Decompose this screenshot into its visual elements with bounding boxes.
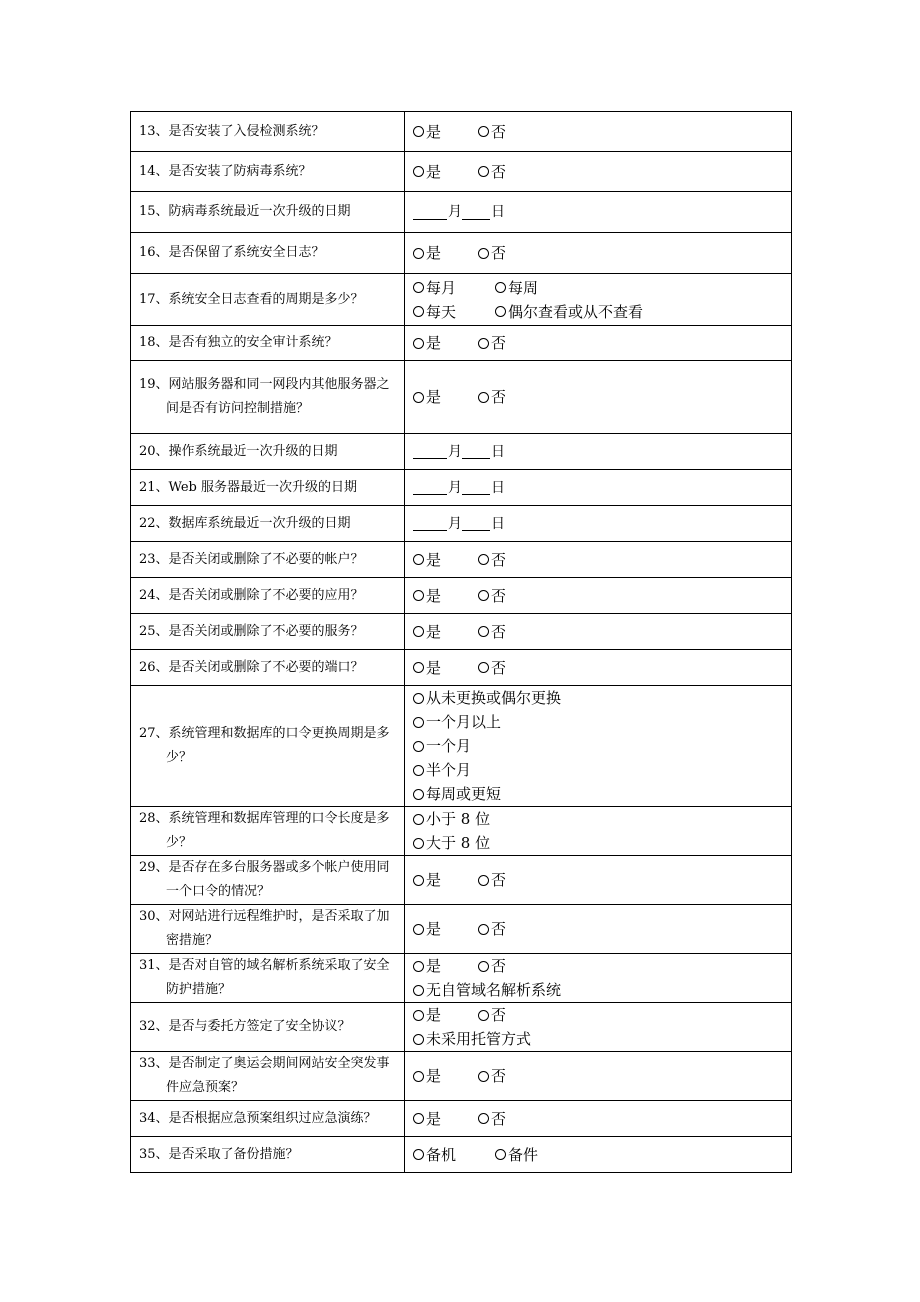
radio-option[interactable] bbox=[495, 276, 577, 300]
radio-circle-icon[interactable] bbox=[478, 338, 489, 349]
option-label: 一个月 bbox=[426, 737, 472, 755]
radio-option[interactable] bbox=[413, 917, 478, 941]
question-cell bbox=[131, 1003, 405, 1052]
date-field bbox=[413, 200, 791, 224]
option-line bbox=[413, 548, 791, 572]
option-label: 半个月 bbox=[426, 761, 472, 779]
question-cell bbox=[131, 905, 405, 954]
radio-circle-icon[interactable] bbox=[478, 590, 489, 601]
radio-option[interactable] bbox=[495, 300, 643, 324]
radio-option[interactable] bbox=[413, 1027, 531, 1051]
question-cell bbox=[131, 1137, 405, 1173]
question-cell bbox=[131, 856, 405, 905]
question-row bbox=[131, 578, 792, 614]
option-line bbox=[413, 276, 791, 300]
radio-circle-icon[interactable] bbox=[413, 554, 424, 565]
radio-circle-icon[interactable] bbox=[413, 626, 424, 637]
answer-cell bbox=[405, 233, 792, 274]
radio-circle-icon[interactable] bbox=[478, 662, 489, 673]
question-cell bbox=[131, 954, 405, 1003]
option-label: 否 bbox=[491, 550, 507, 569]
month-label: 月 bbox=[448, 204, 462, 220]
option-label: 每周或更短 bbox=[426, 785, 502, 803]
radio-circle-icon[interactable] bbox=[413, 717, 424, 728]
question-cell bbox=[131, 650, 405, 686]
answer-cell bbox=[405, 650, 792, 686]
question-cell bbox=[131, 361, 405, 434]
option-line bbox=[413, 160, 791, 184]
radio-option[interactable] bbox=[478, 656, 543, 680]
radio-option[interactable] bbox=[478, 917, 543, 941]
radio-option[interactable] bbox=[413, 734, 478, 758]
radio-option[interactable] bbox=[413, 758, 478, 782]
option-label: 无自管域名解析系统 bbox=[426, 981, 562, 999]
question-text: 15、防病毒系统最近一次升级的日期 bbox=[139, 204, 351, 219]
month-label: 月 bbox=[448, 479, 462, 496]
radio-option[interactable] bbox=[413, 548, 478, 572]
radio-option[interactable] bbox=[413, 710, 501, 734]
radio-option[interactable] bbox=[413, 1143, 495, 1167]
option-line bbox=[413, 1027, 791, 1051]
option-line bbox=[413, 1143, 791, 1167]
radio-option[interactable] bbox=[413, 1107, 478, 1131]
radio-circle-icon[interactable] bbox=[413, 1071, 424, 1082]
question-text: 29、是否存在多台服务器或多个帐户使用同一个口令的情况？ bbox=[139, 860, 390, 899]
option-label: 是 bbox=[426, 586, 442, 605]
question-cell bbox=[131, 542, 405, 578]
option-line bbox=[413, 584, 791, 608]
question-text: 14、是否安装了防病毒系统？ bbox=[139, 163, 312, 179]
option-label: 备件 bbox=[508, 1145, 539, 1164]
radio-circle-icon[interactable] bbox=[478, 1010, 489, 1021]
question-row bbox=[131, 1052, 792, 1101]
radio-option[interactable] bbox=[413, 241, 478, 265]
option-label: 否 bbox=[491, 162, 507, 181]
radio-option[interactable] bbox=[495, 1143, 577, 1167]
answer-cell bbox=[405, 1137, 792, 1173]
radio-option[interactable] bbox=[478, 241, 543, 265]
radio-circle-icon[interactable] bbox=[413, 392, 424, 403]
question-row bbox=[131, 233, 792, 274]
radio-option[interactable] bbox=[413, 385, 478, 409]
option-line bbox=[413, 807, 791, 831]
option-line bbox=[413, 978, 791, 1002]
question-row bbox=[131, 686, 792, 807]
radio-option[interactable] bbox=[413, 300, 495, 324]
question-cell bbox=[131, 112, 405, 152]
radio-circle-icon[interactable] bbox=[413, 248, 424, 259]
radio-option[interactable] bbox=[478, 1003, 543, 1027]
radio-option[interactable] bbox=[413, 868, 478, 892]
option-label: 否 bbox=[491, 586, 507, 605]
question-cell bbox=[131, 470, 405, 506]
day-blank[interactable] bbox=[462, 444, 490, 459]
question-text: 21、Web 服务器最近一次升级的日期 bbox=[139, 479, 357, 495]
radio-option[interactable] bbox=[478, 584, 543, 608]
radio-circle-icon[interactable] bbox=[413, 985, 424, 996]
radio-circle-icon[interactable] bbox=[495, 306, 506, 317]
option-label: 是 bbox=[426, 244, 442, 262]
month-blank[interactable] bbox=[413, 444, 447, 459]
question-row bbox=[131, 152, 792, 192]
question-text: 32、是否与委托方签定了安全协议？ bbox=[139, 1019, 351, 1034]
question-row bbox=[131, 1003, 792, 1052]
answer-cell bbox=[405, 326, 792, 361]
radio-option[interactable] bbox=[413, 831, 490, 855]
answer-cell bbox=[405, 578, 792, 614]
question-text: 26、是否关闭或删除了不必要的端口？ bbox=[139, 659, 364, 675]
radio-circle-icon[interactable] bbox=[413, 875, 424, 886]
question-row bbox=[131, 542, 792, 578]
question-cell bbox=[131, 152, 405, 192]
question-cell bbox=[131, 807, 405, 856]
option-label: 是 bbox=[426, 122, 442, 141]
radio-circle-icon[interactable] bbox=[495, 282, 506, 293]
question-text: 17、系统安全日志查看的周期是多少？ bbox=[139, 291, 364, 307]
option-line bbox=[413, 1003, 791, 1027]
answer-cell bbox=[405, 954, 792, 1003]
radio-option[interactable] bbox=[413, 686, 561, 710]
question-cell bbox=[131, 434, 405, 470]
option-line bbox=[413, 686, 791, 710]
radio-option[interactable] bbox=[413, 620, 478, 644]
radio-option[interactable] bbox=[413, 120, 478, 144]
question-text: 24、是否关闭或删除了不必要的应用？ bbox=[139, 587, 364, 603]
radio-circle-icon[interactable] bbox=[478, 166, 489, 177]
option-line bbox=[413, 300, 791, 324]
option-label: 是 bbox=[426, 334, 442, 352]
radio-circle-icon[interactable] bbox=[413, 662, 424, 673]
question-text: 30、对网站进行远程维护时，是否采取了加密措施？ bbox=[139, 909, 390, 948]
option-label: 是 bbox=[426, 162, 442, 181]
option-line bbox=[413, 831, 791, 855]
answer-cell bbox=[405, 1003, 792, 1052]
option-label: 是 bbox=[426, 957, 442, 975]
question-cell bbox=[131, 192, 405, 233]
question-text: 33、是否制定了奥运会期间网站安全突发事件应急预案？ bbox=[139, 1056, 390, 1095]
answer-cell bbox=[405, 1101, 792, 1137]
radio-option[interactable] bbox=[413, 1064, 478, 1088]
question-text: 22、数据库系统最近一次升级的日期 bbox=[139, 515, 351, 531]
date-field bbox=[413, 476, 791, 500]
question-cell bbox=[131, 233, 405, 274]
option-line bbox=[413, 620, 791, 644]
radio-circle-icon[interactable] bbox=[413, 282, 424, 293]
question-row bbox=[131, 954, 792, 1003]
radio-circle-icon[interactable] bbox=[478, 126, 489, 137]
question-text: 34、是否根据应急预案组织过应急演练？ bbox=[139, 1110, 377, 1126]
radio-option[interactable] bbox=[478, 160, 543, 184]
radio-circle-icon[interactable] bbox=[413, 693, 424, 704]
answer-cell bbox=[405, 152, 792, 192]
radio-option[interactable] bbox=[413, 276, 495, 300]
option-line bbox=[413, 954, 791, 978]
question-row bbox=[131, 361, 792, 434]
question-cell bbox=[131, 274, 405, 326]
radio-option[interactable] bbox=[478, 1107, 543, 1131]
month-label: 月 bbox=[448, 443, 462, 460]
radio-circle-icon[interactable] bbox=[413, 1149, 424, 1160]
option-line bbox=[413, 385, 791, 409]
option-label: 小于 8 位 bbox=[426, 810, 491, 828]
option-line bbox=[413, 656, 791, 680]
option-label: 一个月以上 bbox=[426, 713, 502, 731]
option-label: 是 bbox=[426, 1067, 442, 1085]
radio-option[interactable] bbox=[478, 868, 543, 892]
radio-circle-icon[interactable] bbox=[413, 126, 424, 137]
radio-option[interactable] bbox=[413, 160, 478, 184]
option-label: 从未更换或偶尔更换 bbox=[426, 689, 562, 707]
radio-circle-icon[interactable] bbox=[413, 838, 424, 849]
month-blank[interactable] bbox=[413, 516, 447, 531]
answer-cell bbox=[405, 542, 792, 578]
radio-circle-icon[interactable] bbox=[478, 875, 489, 886]
radio-option[interactable] bbox=[413, 656, 478, 680]
answer-cell bbox=[405, 470, 792, 506]
option-label: 是 bbox=[426, 622, 442, 641]
option-label: 是 bbox=[426, 920, 442, 938]
radio-circle-icon[interactable] bbox=[413, 1010, 424, 1021]
month-label: 月 bbox=[448, 515, 462, 532]
radio-option[interactable] bbox=[413, 807, 490, 831]
day-blank[interactable] bbox=[462, 516, 490, 531]
survey-table bbox=[130, 111, 792, 1173]
radio-circle-icon[interactable] bbox=[413, 814, 424, 825]
option-line bbox=[413, 917, 791, 941]
question-row bbox=[131, 434, 792, 470]
option-label: 否 bbox=[491, 920, 507, 938]
option-label: 偶尔查看或从不查看 bbox=[508, 302, 644, 321]
radio-circle-icon[interactable] bbox=[413, 306, 424, 317]
option-line bbox=[413, 758, 791, 782]
date-field bbox=[413, 440, 791, 464]
option-line bbox=[413, 331, 791, 355]
radio-option[interactable] bbox=[413, 954, 478, 978]
radio-option[interactable] bbox=[413, 331, 478, 355]
radio-option[interactable] bbox=[478, 120, 543, 144]
radio-option[interactable] bbox=[478, 548, 543, 572]
radio-circle-icon[interactable] bbox=[478, 554, 489, 565]
option-label: 是 bbox=[426, 871, 442, 889]
answer-cell bbox=[405, 686, 792, 807]
question-row bbox=[131, 856, 792, 905]
radio-option[interactable] bbox=[413, 584, 478, 608]
option-line bbox=[413, 1107, 791, 1131]
question-text: 13、是否安装了入侵检测系统？ bbox=[139, 123, 325, 139]
question-text: 28、系统管理和数据库管理的口令长度是多少？ bbox=[139, 811, 390, 850]
radio-circle-icon[interactable] bbox=[413, 741, 424, 752]
option-label: 是 bbox=[426, 550, 442, 569]
question-row bbox=[131, 274, 792, 326]
option-label: 未采用托管方式 bbox=[426, 1030, 532, 1048]
option-line bbox=[413, 120, 791, 144]
radio-circle-icon[interactable] bbox=[413, 924, 424, 935]
option-label: 否 bbox=[491, 1067, 507, 1085]
question-text: 35、是否采取了备份措施？ bbox=[139, 1146, 299, 1162]
option-label: 否 bbox=[491, 388, 507, 406]
radio-circle-icon[interactable] bbox=[478, 1071, 489, 1082]
question-row bbox=[131, 905, 792, 954]
radio-circle-icon[interactable] bbox=[478, 924, 489, 935]
radio-circle-icon[interactable] bbox=[495, 1149, 506, 1160]
question-row bbox=[131, 1101, 792, 1137]
option-line bbox=[413, 710, 791, 734]
question-row bbox=[131, 614, 792, 650]
question-row bbox=[131, 506, 792, 542]
option-label: 否 bbox=[491, 622, 507, 641]
day-label: 日 bbox=[491, 515, 505, 532]
month-blank[interactable] bbox=[413, 480, 447, 495]
option-label: 每天 bbox=[426, 302, 457, 321]
question-text: 18、是否有独立的安全审计系统？ bbox=[139, 335, 338, 350]
radio-circle-icon[interactable] bbox=[478, 961, 489, 972]
question-cell bbox=[131, 1052, 405, 1101]
radio-circle-icon[interactable] bbox=[413, 765, 424, 776]
question-cell bbox=[131, 578, 405, 614]
day-label: 日 bbox=[491, 204, 505, 220]
radio-option[interactable] bbox=[413, 1003, 478, 1027]
option-label: 否 bbox=[491, 1109, 507, 1128]
radio-circle-icon[interactable] bbox=[413, 1113, 424, 1124]
answer-cell bbox=[405, 614, 792, 650]
answer-cell bbox=[405, 506, 792, 542]
question-text: 19、网站服务器和同一网段内其他服务器之间是否有访问控制措施？ bbox=[139, 377, 390, 416]
radio-option[interactable] bbox=[478, 385, 543, 409]
day-blank[interactable] bbox=[462, 205, 490, 220]
question-cell bbox=[131, 614, 405, 650]
question-row bbox=[131, 650, 792, 686]
question-cell bbox=[131, 506, 405, 542]
radio-circle-icon[interactable] bbox=[413, 1034, 424, 1045]
option-line bbox=[413, 241, 791, 265]
question-cell bbox=[131, 1101, 405, 1137]
answer-cell bbox=[405, 274, 792, 326]
question-text: 20、操作系统最近一次升级的日期 bbox=[139, 443, 338, 459]
option-label: 是 bbox=[426, 658, 442, 677]
option-label: 否 bbox=[491, 658, 507, 677]
question-text: 16、是否保留了系统安全日志？ bbox=[139, 245, 325, 260]
answer-cell bbox=[405, 905, 792, 954]
answer-cell bbox=[405, 361, 792, 434]
option-label: 备机 bbox=[426, 1145, 457, 1164]
option-label: 否 bbox=[491, 334, 507, 352]
option-label: 否 bbox=[491, 957, 507, 975]
radio-option[interactable] bbox=[478, 954, 543, 978]
answer-cell bbox=[405, 807, 792, 856]
answer-cell bbox=[405, 112, 792, 152]
day-label: 日 bbox=[491, 479, 505, 496]
radio-circle-icon[interactable] bbox=[413, 961, 424, 972]
option-line bbox=[413, 782, 791, 806]
radio-option[interactable] bbox=[413, 978, 561, 1002]
option-label: 否 bbox=[491, 1006, 507, 1024]
radio-circle-icon[interactable] bbox=[413, 166, 424, 177]
radio-option[interactable] bbox=[478, 331, 543, 355]
question-text: 31、是否对自管的域名解析系统采取了安全防护措施？ bbox=[139, 958, 390, 997]
radio-option[interactable] bbox=[478, 1064, 543, 1088]
option-label: 否 bbox=[491, 871, 507, 889]
question-text: 25、是否关闭或删除了不必要的服务？ bbox=[139, 623, 364, 639]
option-label: 是 bbox=[426, 1109, 442, 1128]
answer-cell bbox=[405, 192, 792, 233]
radio-circle-icon[interactable] bbox=[413, 590, 424, 601]
option-label: 是 bbox=[426, 388, 442, 406]
day-blank[interactable] bbox=[462, 480, 490, 495]
answer-cell bbox=[405, 856, 792, 905]
option-label: 否 bbox=[491, 122, 507, 141]
question-text: 23、是否关闭或删除了不必要的帐户？ bbox=[139, 551, 364, 567]
question-cell bbox=[131, 326, 405, 361]
radio-circle-icon[interactable] bbox=[478, 1113, 489, 1124]
radio-circle-icon[interactable] bbox=[413, 789, 424, 800]
radio-option[interactable] bbox=[413, 782, 501, 806]
date-field bbox=[413, 512, 791, 536]
question-text: 27、系统管理和数据库的口令更换周期是多少？ bbox=[139, 726, 390, 765]
option-label: 每周 bbox=[508, 278, 539, 297]
radio-option[interactable] bbox=[478, 620, 543, 644]
answer-cell bbox=[405, 1052, 792, 1101]
question-row bbox=[131, 192, 792, 233]
option-line bbox=[413, 1064, 791, 1088]
question-row bbox=[131, 470, 792, 506]
option-label: 大于 8 位 bbox=[426, 834, 491, 852]
day-label: 日 bbox=[491, 443, 505, 460]
question-row bbox=[131, 1137, 792, 1173]
option-label: 每月 bbox=[426, 278, 457, 297]
radio-circle-icon[interactable] bbox=[478, 626, 489, 637]
radio-circle-icon[interactable] bbox=[413, 338, 424, 349]
answer-cell bbox=[405, 434, 792, 470]
question-cell bbox=[131, 686, 405, 807]
question-row bbox=[131, 807, 792, 856]
radio-circle-icon[interactable] bbox=[478, 248, 489, 259]
question-row bbox=[131, 112, 792, 152]
option-line bbox=[413, 734, 791, 758]
month-blank[interactable] bbox=[413, 205, 447, 220]
question-row bbox=[131, 326, 792, 361]
option-label: 否 bbox=[491, 244, 507, 262]
radio-circle-icon[interactable] bbox=[478, 392, 489, 403]
option-label: 是 bbox=[426, 1006, 442, 1024]
option-line bbox=[413, 868, 791, 892]
